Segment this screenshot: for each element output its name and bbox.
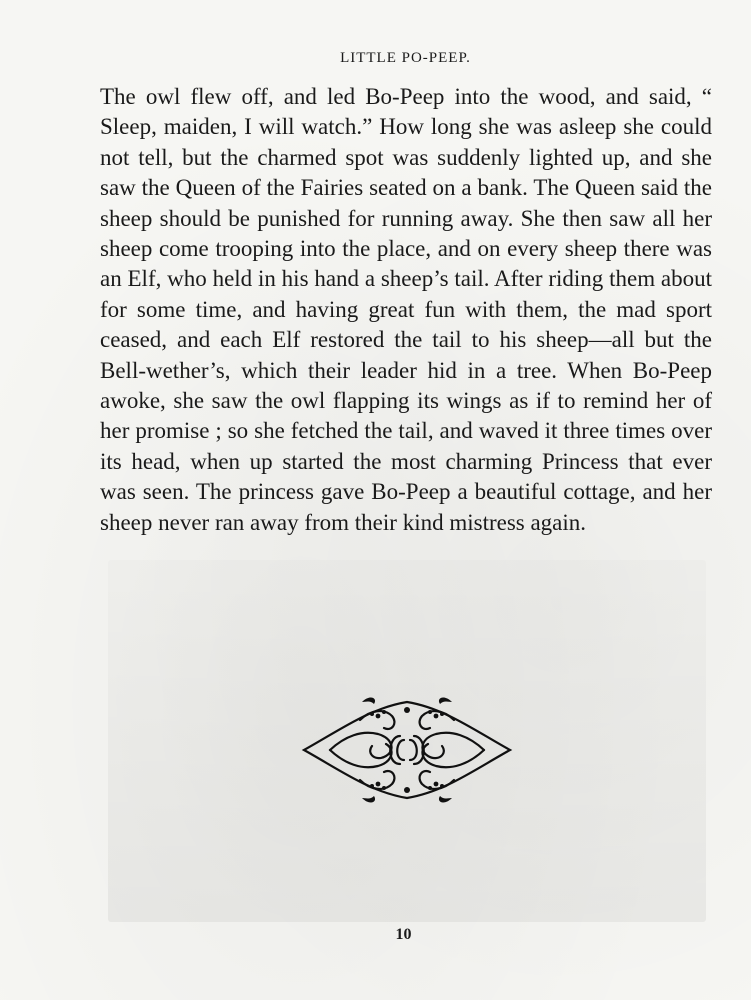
scroll-flourish-ornament-icon [300,690,514,810]
running-head: LITTLE PO-PEEP. [340,50,471,66]
page-number: 10 [395,926,412,943]
story-paragraph: The owl flew off, and led Bo-Peep into the wood, and said, “ Sleep, maiden, I will watch.” How long she was asleep she could not tell, but the charmed spot was suddenly lighted up, and she saw the Queen of the Fairies seated on a bank. The Queen said the sheep should be punished for running away. She then saw all her sheep come trooping into the place, and on every sheep there was an Elf, who held in his hand a sheep’s tail. After riding them about for some time, and having great fun with them, the mad sport ceased, and each Elf restored the tail to his sheep—all but the Bell-wether’s, which their leader hid in a tree. When Bo-Peep awoke, she saw the owl flapping its wings as if to remind her of her promise ; so she fetched the tail, and waved it three times over its head, when up started the most charming Princess that ever was seen. The princess gave Bo-Peep a beautiful cottage, and her sheep never ran away from their kind mistress again. [100,84,712,535]
